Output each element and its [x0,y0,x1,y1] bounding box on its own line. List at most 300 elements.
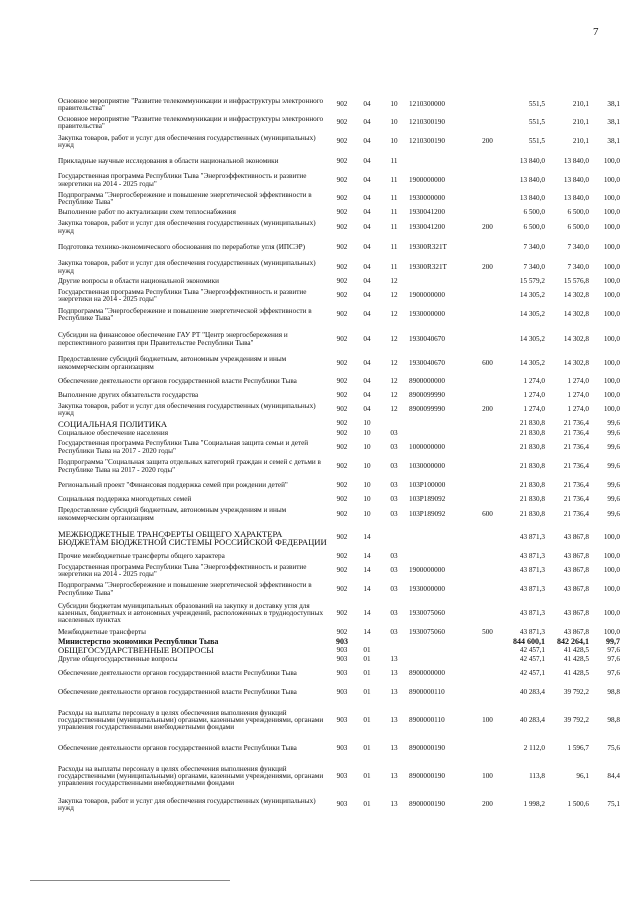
cell-vr [477,562,498,580]
cell-cs: 1930041200 [409,208,445,217]
cell-s: 04 [363,377,371,386]
cell-v1: 40 283,4 [519,715,545,724]
cell-cs: 1930000000 [409,584,445,593]
cell-vr: 200 [482,262,493,271]
cell-g: 902 [336,277,348,286]
table-row [58,325,620,354]
cell-v2: 210,1 [572,137,589,146]
cell-s: 04 [363,310,371,319]
cell-pct: 100,0 [603,277,620,286]
cell-pct: 100,0 [603,566,620,575]
cell-p: 10 [390,118,398,127]
table-row [58,562,620,580]
cell-cs: 8900000000 [409,668,445,677]
cell-s: 10 [363,509,371,518]
table-row [58,258,620,277]
cell-g: 902 [336,222,348,231]
cell-cs [409,637,477,646]
cell-g: 903 [336,655,348,663]
cell-vr [477,190,498,208]
cell-p: 12 [390,277,398,286]
cell-v1: 21 830,8 [519,509,545,518]
cell-s: 14 [363,628,371,636]
cell-v2: 13 840,0 [563,156,589,165]
cell-cs: 1030000000 [409,461,445,470]
cell-name: Министерство экономики Республики Тыва [58,637,219,646]
cell-vr [477,524,498,552]
cell-g: 902 [336,419,348,428]
cell-p: 12 [390,391,398,400]
cell-v2: 14 302,8 [563,291,589,300]
table-row [58,190,620,208]
footer-rule [30,880,230,881]
cell-cs: 1930040670 [409,334,445,343]
cell-s: 01 [363,743,371,752]
cell-vr: 200 [482,137,493,146]
cell-v1: 43 871,3 [519,552,545,561]
cell-pct: 99,6 [607,419,620,428]
cell-v1: 6 500,0 [523,222,545,231]
table-row [58,637,620,646]
cell-v2: 21 736,4 [563,495,589,504]
cell-s: 04 [363,334,371,343]
cell-s [355,637,379,646]
cell-s: 04 [363,358,371,367]
cell-s: 01 [363,687,371,696]
cell-v2: 14 302,8 [563,358,589,367]
cell-v2: 43 867,8 [563,533,589,542]
cell-name: Региональный проект "Финансовая поддержка семей при рождении детей" [58,480,288,489]
cell-g: 902 [336,377,348,386]
cell-v2: 1 500,6 [567,800,589,809]
cell-v2: 39 792,2 [563,715,589,724]
cell-v1: 551,5 [528,118,545,127]
cell-g: 902 [336,495,348,504]
cell-v1: 21 830,8 [519,480,545,489]
cell-v1: 42 457,1 [519,655,545,663]
cell-p [379,524,409,552]
cell-pct: 99,6 [607,461,620,470]
cell-s: 04 [363,100,371,109]
cell-pct: 100,0 [603,628,620,636]
cell-name: Расходы на выплаты персоналу в целях обеспечения выполнения функций государственными (муниципальными) органами, казенными учреждениями, органами управления государственными внебюджетными фондами [58,708,324,732]
cell-name: Закупка товаров, работ и услуг для обеспечения государственных (муниципальных) нужд [58,219,316,235]
cell-cs: 1930000000 [409,194,445,203]
cell-cs [409,524,477,552]
cell-g: 902 [336,566,348,575]
cell-v2: 39 792,2 [563,687,589,696]
cell-p: 13 [390,715,398,724]
cell-s: 01 [363,800,371,809]
cell-v1: 13 840,0 [519,156,545,165]
cell-cs [409,646,477,655]
cell-p: 03 [390,461,398,470]
table-row [58,171,620,190]
cell-v1: 21 830,8 [519,461,545,470]
cell-pct: 99,6 [607,442,620,451]
cell-v1: 13 840,0 [519,175,545,184]
cell-s: 14 [363,533,371,542]
cell-v1: 42 457,1 [519,668,545,677]
cell-v2: 13 840,0 [563,175,589,184]
cell-cs: 1210300190 [409,118,445,127]
cell-vr [477,429,498,438]
cell-g: 902 [336,480,348,489]
cell-name: Прикладные научные исследования в области национальной экономики [58,156,279,165]
cell-pct: 100,0 [603,194,620,203]
cell-pct: 75,1 [607,800,620,809]
table-row [58,208,620,218]
cell-v1: 14 305,2 [519,310,545,319]
cell-v1: 1 274,0 [523,405,545,414]
cell-s: 01 [363,655,371,663]
cell-v2: 210,1 [572,118,589,127]
table-row [58,505,620,524]
cell-vr [477,552,498,562]
cell-cs: 8900000110 [409,687,445,696]
cell-p [379,646,409,655]
cell-v1: 551,5 [528,100,545,109]
cell-cs: 1900000000 [409,566,445,575]
cell-name: Основное мероприятие "Развитие телекоммуникации и инфраструктуры электронного правительства" [58,114,324,130]
cell-vr [477,391,498,401]
cell-pct: 100,0 [603,608,620,617]
cell-cs: 8900000190 [409,771,445,780]
cell-cs [409,152,477,171]
cell-cs: 1900000000 [409,291,445,300]
cell-pct: 100,0 [603,262,620,271]
cell-p: 13 [390,687,398,696]
cell-v1: 1 998,2 [523,800,545,809]
cell-name: Обеспечение деятельности органов государственной власти Республики Тыва [58,743,297,752]
cell-cs: 8900000110 [409,715,445,724]
cell-g: 902 [336,358,348,367]
table-row [58,354,620,373]
cell-name: Расходы на выплаты персоналу в целях обеспечения выполнения функций государственными (муниципальными) органами, казенными учреждениями, органами управления государственными внебюджетными фондами [58,764,324,788]
cell-v2: 210,1 [572,100,589,109]
cell-v1: 1 274,0 [523,391,545,400]
cell-v2: 96,1 [576,771,589,780]
cell-p: 12 [390,377,398,386]
cell-g: 903 [336,637,348,646]
cell-v2: 1 274,0 [567,391,589,400]
table-row [58,683,620,702]
cell-v1: 844 600,1 [513,637,545,646]
cell-name: Субсидии на финансовое обеспечение ГАУ РТ "Центр энергосбережения и перспективного развития при Правительстве Республики Тыва" [58,331,288,347]
cell-p: 03 [390,429,398,437]
cell-g: 902 [336,584,348,593]
cell-pct: 100,0 [603,552,620,561]
cell-p: 11 [390,222,398,231]
table-row [58,277,620,287]
cell-pct: 100,0 [603,208,620,217]
cell-v2: 842 264,1 [557,637,589,646]
table-row [58,457,620,476]
cell-p [379,637,409,646]
cell-vr [477,664,498,683]
cell-pct: 98,8 [607,715,620,724]
cell-name: СОЦИАЛЬНАЯ ПОЛИТИКА [58,419,168,429]
cell-p: 12 [390,334,398,343]
cell-g: 902 [336,262,348,271]
table-row [58,702,620,739]
cell-p: 11 [390,208,398,217]
cell-p: 03 [390,584,398,593]
cell-name: Подпрограмма "Социальная защита отдельных категорий граждан и семей с детьми в Республике Тыва на 2017 - 2020 годы" [58,458,321,474]
cell-name: Закупка товаров, работ и услуг для обеспечения государственных (муниципальных) нужд [58,401,316,417]
cell-v1: 43 871,3 [519,533,545,542]
cell-name: Основное мероприятие "Развитие телекоммуникации и инфраструктуры электронного правительства" [58,96,324,112]
cell-s: 04 [363,175,371,184]
cell-cs: 1930075060 [409,628,445,636]
cell-v2: 43 867,8 [563,628,589,636]
cell-p: 11 [390,156,398,165]
cell-name: Социальное обеспечение населения [58,429,169,437]
cell-cs: 8900000190 [409,800,445,809]
cell-s: 01 [363,668,371,677]
cell-vr [477,152,498,171]
cell-cs: 8900099990 [409,405,445,414]
cell-v1: 43 871,3 [519,608,545,617]
cell-g: 903 [336,687,348,696]
cell-p: 13 [390,668,398,677]
cell-pct: 99,6 [607,480,620,489]
cell-name: Подпрограмма "Энергосбережение и повышение энергетической эффективности в Республике Тыва" [58,581,312,597]
cell-g: 903 [336,771,348,780]
cell-name: Другие вопросы в области национальной экономики [58,277,219,286]
cell-name: Прочие межбюджетные трансферты общего характера [58,552,225,561]
cell-s: 04 [363,194,371,203]
cell-pct: 100,0 [603,222,620,231]
cell-pct: 97,6 [607,646,620,654]
cell-pct: 38,1 [607,137,620,146]
table-row [58,96,620,114]
table-row [58,758,620,795]
cell-g: 903 [336,715,348,724]
cell-cs: 103P189092 [409,495,446,504]
cell-g: 903 [336,668,348,677]
table-row [58,419,620,429]
cell-s: 04 [363,291,371,300]
cell-name: Подпрограмма "Энергосбережение и повышение энергетической эффективности в Республике Тыва" [58,306,312,322]
cell-p: 03 [390,480,398,489]
cell-cs: 8900000000 [409,377,445,386]
cell-g: 902 [336,608,348,617]
cell-vr [477,495,498,505]
cell-s: 04 [363,222,371,231]
cell-cs: 1930041200 [409,222,445,231]
cell-s: 10 [363,480,371,489]
cell-p: 12 [390,358,398,367]
cell-pct: 99,6 [607,495,620,504]
cell-g: 902 [336,461,348,470]
cell-name: Обеспечение деятельности органов государственной власти Республики Тыва [58,668,297,677]
cell-pct: 38,1 [607,118,620,127]
cell-s: 14 [363,552,371,561]
cell-cs: 1000000000 [409,442,445,451]
table-row [58,132,620,152]
cell-v2: 14 302,8 [563,334,589,343]
cell-s: 10 [363,495,371,504]
cell-name: Обеспечение деятельности органов государственной власти Республики Тыва [58,377,297,386]
cell-name: Предоставление субсидий бюджетным, автономным учреждениям и иным некоммерческим организациям [58,506,287,522]
cell-v1: 551,5 [528,137,545,146]
cell-pct: 100,0 [603,377,620,386]
cell-vr [477,457,498,476]
cell-g: 902 [336,291,348,300]
cell-vr [477,476,498,495]
cell-g: 902 [336,242,348,251]
cell-vr [477,646,498,655]
table-row [58,739,620,758]
cell-vr [477,599,498,628]
cell-name: Субсидии бюджетам муниципальных образований на закупку и доставку угля для казенных, бюджетных и автономных учреждений, расположенных в труднодоступных населенных пунктах [58,601,324,625]
table-row [58,401,620,419]
cell-vr [477,419,498,429]
cell-p: 12 [390,405,398,414]
cell-g: 902 [336,391,348,400]
cell-v2: 21 736,4 [563,419,589,428]
cell-s: 04 [363,262,371,271]
cell-v1: 113,8 [529,771,545,780]
cell-p: 12 [390,310,398,319]
cell-name: Социальная поддержка многодетных семей [58,495,192,504]
cell-s: 14 [363,566,371,575]
cell-v1: 21 830,8 [519,429,545,437]
cell-vr [477,373,498,391]
cell-pct: 100,0 [603,334,620,343]
cell-pct: 100,0 [603,291,620,300]
cell-g: 902 [336,552,348,561]
cell-pct: 84,4 [607,771,620,780]
cell-s: 04 [363,208,371,217]
cell-p: 03 [390,628,398,636]
cell-s: 01 [363,771,371,780]
cell-p: 03 [390,509,398,518]
cell-vr: 200 [482,222,493,231]
cell-pct: 100,0 [603,391,620,400]
cell-name: Государственная программа Республики Тыва "Социальная защита семьи и детей Республики Тыва на 2017 - 2020 годы" [58,439,309,455]
cell-name: МЕЖБЮДЖЕТНЫЕ ТРАНСФЕРТЫ ОБЩЕГО ХАРАКТЕРА БЮДЖЕТАМ БЮДЖЕТНОЙ СИСТЕМЫ РОССИЙСКОЙ ФЕДЕРАЦИИ [58,528,327,547]
cell-v1: 40 283,4 [519,687,545,696]
cell-cs: 1930000000 [409,310,445,319]
cell-v1: 7 340,0 [523,262,545,271]
cell-cs: 1930075060 [409,608,445,617]
cell-p: 10 [390,137,398,146]
cell-s: 04 [363,277,371,286]
cell-cs: 1900000000 [409,175,445,184]
cell-v1: 43 871,3 [519,628,545,636]
cell-v1: 13 840,0 [519,194,545,203]
cell-vr: 100 [482,771,493,780]
cell-name: Государственная программа Республики Тыва "Энергоэффективность и развитие энергетики на 2014 - 2025 годы" [58,172,307,188]
cell-pct: 100,0 [603,175,620,184]
cell-s: 10 [363,419,371,428]
cell-g: 902 [336,156,348,165]
cell-vr [477,438,498,457]
cell-pct: 100,0 [603,584,620,593]
table-row [58,237,620,258]
cell-s: 10 [363,461,371,470]
cell-v1: 43 871,3 [519,584,545,593]
cell-v2: 43 867,8 [563,552,589,561]
cell-cs: 103P100000 [409,480,446,489]
cell-cs: 103P189092 [409,509,446,518]
table-row [58,476,620,495]
cell-cs [409,552,477,562]
cell-v2: 13 840,0 [563,194,589,203]
cell-name: Государственная программа Республики Тыва "Энергоэффективность и развитие энергетики на 2014 - 2025 годы" [58,287,307,303]
cell-s: 04 [363,391,371,400]
cell-vr: 600 [482,358,493,367]
cell-pct: 99,6 [607,429,620,437]
cell-p: 10 [390,100,398,109]
cell-s: 01 [363,715,371,724]
cell-v2: 6 500,0 [567,222,589,231]
cell-vr [477,325,498,354]
cell-v2: 43 867,8 [563,608,589,617]
cell-p: 13 [390,743,398,752]
cell-cs: 8900000190 [409,743,445,752]
table-row [58,305,620,325]
cell-g: 902 [336,310,348,319]
cell-v1: 14 305,2 [519,334,545,343]
cell-name: Закупка товаров, работ и услуг для обеспечения государственных (муниципальных) нужд [58,796,316,812]
table-row [58,655,620,664]
table-row [58,152,620,171]
table-row [58,664,620,683]
cell-vr: 500 [482,628,493,636]
cell-name: Подпрограмма "Энергосбережение и повышение энергетической эффективности в Республике Тыва" [58,190,312,206]
cell-vr: 600 [482,509,493,518]
cell-name: Обеспечение деятельности органов государственной власти Республики Тыва [58,687,297,696]
cell-g: 902 [336,405,348,414]
table-row [58,646,620,655]
cell-v2: 1 274,0 [567,405,589,414]
cell-v2: 7 340,0 [567,242,589,251]
table-row [58,218,620,237]
cell-name: Подготовка технико-экономического обоснования по переработке угля (ИПСЭР) [58,242,306,251]
cell-vr: 100 [482,715,493,724]
table-row [58,438,620,457]
cell-name: Другие общегосударственные вопросы [58,655,178,663]
cell-vr [477,287,498,305]
cell-v2: 7 340,0 [567,262,589,271]
cell-vr [477,580,498,599]
cell-p: 12 [390,291,398,300]
cell-p: 03 [390,566,398,575]
cell-s: 10 [363,429,371,437]
cell-g: 902 [336,118,348,127]
cell-pct: 100,0 [603,533,620,542]
cell-p: 13 [390,655,398,663]
cell-v2: 1 274,0 [567,377,589,386]
cell-vr [477,96,498,114]
cell-v1: 15 579,2 [519,277,545,286]
cell-name: Предоставление субсидий бюджетным, автономным учреждениям и иным некоммерческим организациям [58,355,287,371]
cell-v1: 42 457,1 [519,646,545,654]
cell-pct: 100,0 [603,310,620,319]
cell-name: ОБЩЕГОСУДАРСТВЕННЫЕ ВОПРОСЫ [58,646,214,655]
cell-g: 902 [336,442,348,451]
cell-v2: 1 596,7 [567,743,589,752]
cell-p: 11 [390,175,398,184]
cell-vr [477,208,498,218]
cell-p: 13 [390,800,398,809]
cell-pct: 99,6 [607,509,620,518]
cell-p: 11 [390,262,398,271]
cell-vr: 200 [482,405,493,414]
